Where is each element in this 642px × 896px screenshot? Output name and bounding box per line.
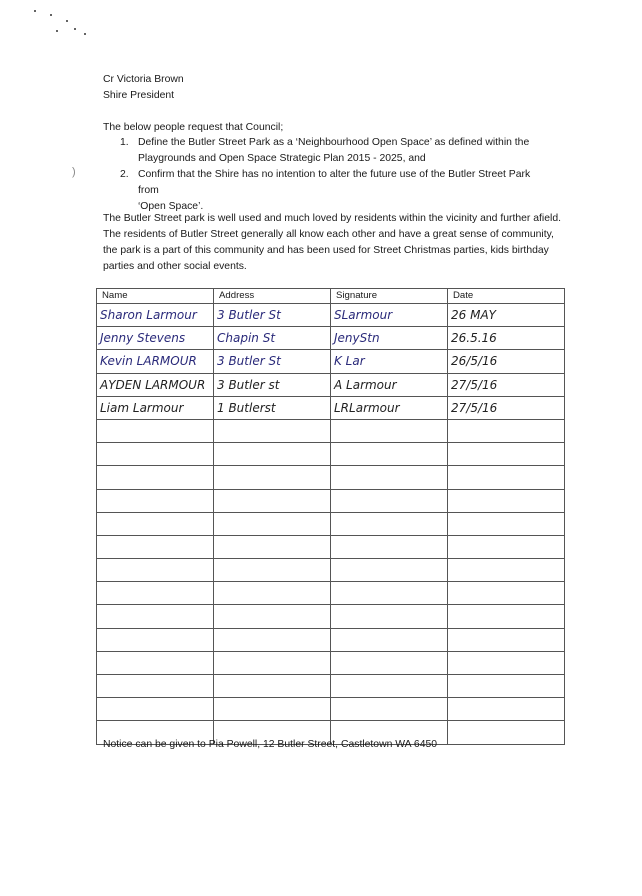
cell-address bbox=[214, 512, 331, 535]
cell-signature bbox=[331, 628, 448, 651]
cell-signature bbox=[331, 489, 448, 512]
cell-name: Jenny Stevens bbox=[97, 327, 214, 350]
cell-address bbox=[214, 605, 331, 628]
cell-name bbox=[97, 559, 214, 582]
signature-table bbox=[96, 288, 565, 745]
table-row bbox=[97, 535, 565, 558]
table-row bbox=[97, 419, 565, 442]
cell-signature: K Lar bbox=[331, 350, 448, 373]
cell-signature bbox=[331, 675, 448, 698]
addressee-name: Cr Victoria Brown bbox=[103, 74, 184, 85]
cell-signature bbox=[331, 466, 448, 489]
margin-mark: ) bbox=[72, 166, 76, 178]
cell-signature bbox=[331, 582, 448, 605]
cell-signature bbox=[331, 605, 448, 628]
cell-address: Chapin St bbox=[214, 327, 331, 350]
table-row bbox=[97, 489, 565, 512]
header-signature: Signature bbox=[331, 289, 448, 304]
cell-name bbox=[97, 443, 214, 466]
cell-date: 26 MAY bbox=[448, 304, 565, 327]
header-date: Date bbox=[448, 289, 565, 304]
request-number: 1. bbox=[120, 137, 129, 148]
addressee-title: Shire President bbox=[103, 90, 175, 101]
cell-address bbox=[214, 443, 331, 466]
cell-date bbox=[448, 651, 565, 674]
cell-name: AYDEN LARMOUR bbox=[97, 373, 214, 396]
cell-date bbox=[448, 419, 565, 442]
cell-signature bbox=[331, 512, 448, 535]
table-row bbox=[97, 512, 565, 535]
request-line: Define the Butler Street Park as a ‘Neighbourhood Open Space’ as defined within the bbox=[138, 137, 530, 148]
signature-rows bbox=[97, 304, 565, 745]
cell-name bbox=[97, 605, 214, 628]
scan-speck bbox=[56, 30, 58, 32]
cell-name bbox=[97, 651, 214, 674]
table-row bbox=[97, 304, 565, 327]
paragraph-line: the park is a part of this community and has been used for Street Christmas parties, kids birthday bbox=[103, 245, 549, 256]
cell-date: 27/5/16 bbox=[448, 396, 565, 419]
table-row bbox=[97, 698, 565, 721]
request-line: Confirm that the Shire has no intention to alter the future use of the Butler Street Park from bbox=[138, 169, 531, 196]
table-row bbox=[97, 327, 565, 350]
cell-address bbox=[214, 535, 331, 558]
cell-signature: A Larmour bbox=[331, 373, 448, 396]
cell-signature bbox=[331, 419, 448, 442]
table-row bbox=[97, 605, 565, 628]
paragraph-line: parties and other social events. bbox=[103, 261, 247, 272]
table-row bbox=[97, 628, 565, 651]
table-row bbox=[97, 466, 565, 489]
cell-name: Kevin LARMOUR bbox=[97, 350, 214, 373]
cell-address: 3 Butler st bbox=[214, 373, 331, 396]
scan-speck bbox=[84, 33, 86, 35]
request-item bbox=[103, 167, 543, 215]
footer-notice: Notice can be given to Pia Powell, 12 Butler Street, Castletown WA 6450 bbox=[103, 739, 438, 750]
scan-speck bbox=[50, 14, 52, 16]
cell-name bbox=[97, 582, 214, 605]
cell-date bbox=[448, 675, 565, 698]
table-row bbox=[97, 582, 565, 605]
header-address: Address bbox=[214, 289, 331, 304]
table-row bbox=[97, 396, 565, 419]
cell-name: Liam Larmour bbox=[97, 396, 214, 419]
cell-address bbox=[214, 419, 331, 442]
cell-name bbox=[97, 489, 214, 512]
table-row bbox=[97, 559, 565, 582]
cell-address: 3 Butler St bbox=[214, 304, 331, 327]
cell-address: 1 Butlerst bbox=[214, 396, 331, 419]
cell-name: Sharon Larmour bbox=[97, 304, 214, 327]
table-row bbox=[97, 651, 565, 674]
cell-date bbox=[448, 582, 565, 605]
scan-speck bbox=[74, 28, 76, 30]
cell-name bbox=[97, 419, 214, 442]
request-line: Playgrounds and Open Space Strategic Plan 2015 - 2025, and bbox=[138, 153, 426, 164]
cell-address bbox=[214, 628, 331, 651]
cell-address bbox=[214, 582, 331, 605]
request-item bbox=[103, 135, 543, 167]
cell-address bbox=[214, 489, 331, 512]
scan-speck bbox=[66, 20, 68, 22]
cell-signature bbox=[331, 698, 448, 721]
request-list bbox=[103, 135, 543, 215]
cell-address bbox=[214, 675, 331, 698]
cell-name bbox=[97, 535, 214, 558]
cell-date: 26/5/16 bbox=[448, 350, 565, 373]
intro-text: The below people request that Council; bbox=[103, 122, 284, 133]
scan-speck bbox=[34, 10, 36, 12]
cell-date: 26.5.16 bbox=[448, 327, 565, 350]
table-row bbox=[97, 350, 565, 373]
request-line: ‘Open Space’. bbox=[138, 201, 204, 212]
request-number: 2. bbox=[120, 169, 129, 180]
addressee-block bbox=[103, 72, 184, 104]
community-paragraph bbox=[103, 211, 563, 275]
cell-date bbox=[448, 535, 565, 558]
cell-name bbox=[97, 675, 214, 698]
cell-date bbox=[448, 466, 565, 489]
cell-date bbox=[448, 489, 565, 512]
cell-address: 3 Butler St bbox=[214, 350, 331, 373]
table-row bbox=[97, 443, 565, 466]
paragraph-line: The residents of Butler Street generally all know each other and have a great sense of community, bbox=[103, 229, 554, 240]
cell-date: 27/5/16 bbox=[448, 373, 565, 396]
cell-signature: SLarmour bbox=[331, 304, 448, 327]
cell-date bbox=[448, 605, 565, 628]
cell-name bbox=[97, 466, 214, 489]
cell-name bbox=[97, 628, 214, 651]
cell-signature bbox=[331, 443, 448, 466]
cell-signature bbox=[331, 535, 448, 558]
cell-signature bbox=[331, 651, 448, 674]
table-row bbox=[97, 675, 565, 698]
cell-address bbox=[214, 466, 331, 489]
table-row bbox=[97, 373, 565, 396]
cell-address bbox=[214, 559, 331, 582]
cell-date bbox=[448, 443, 565, 466]
cell-signature: JenyStn bbox=[331, 327, 448, 350]
cell-name bbox=[97, 512, 214, 535]
cell-date bbox=[448, 721, 565, 744]
header-name: Name bbox=[97, 289, 214, 304]
cell-date bbox=[448, 512, 565, 535]
cell-address bbox=[214, 698, 331, 721]
table-header-row bbox=[97, 289, 565, 304]
cell-name bbox=[97, 698, 214, 721]
cell-date bbox=[448, 628, 565, 651]
paragraph-line: The Butler Street park is well used and much loved by residents within the vicinity and further afield. bbox=[103, 213, 561, 224]
cell-date bbox=[448, 559, 565, 582]
cell-date bbox=[448, 698, 565, 721]
cell-address bbox=[214, 651, 331, 674]
cell-signature: LRLarmour bbox=[331, 396, 448, 419]
cell-signature bbox=[331, 559, 448, 582]
